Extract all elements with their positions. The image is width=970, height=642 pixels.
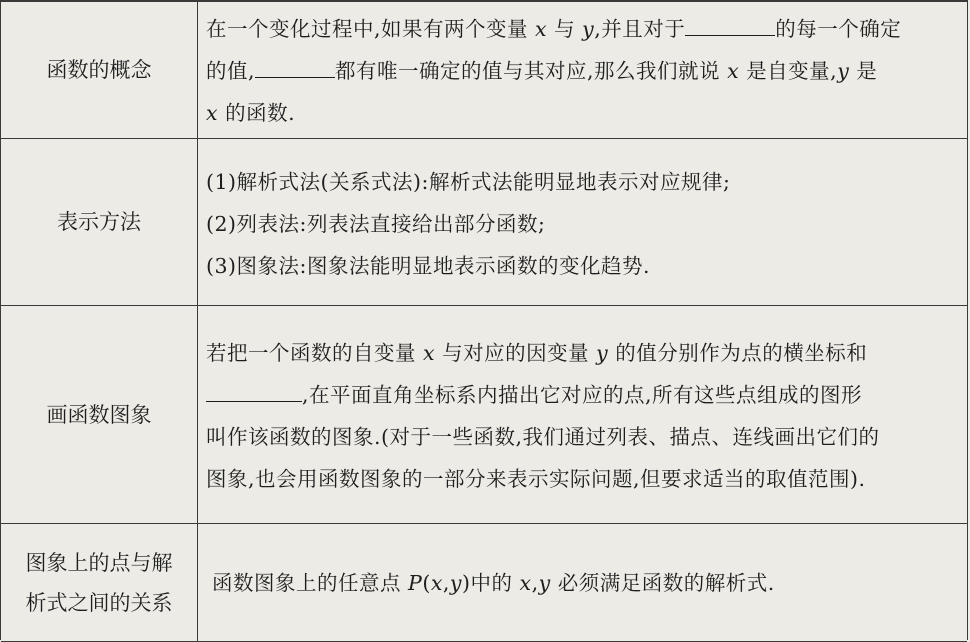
table-row-point-relation [1, 524, 967, 642]
math-variable: y [449, 570, 463, 595]
content-line [206, 416, 957, 458]
text-run: (1)解析式法(关系式法):解析式法能明显地表示对应规律; [206, 170, 731, 194]
content-line [206, 8, 957, 50]
row-label-representation: 表示方法 [1, 139, 198, 305]
math-variable: x [206, 101, 219, 125]
text-run: 的值, [206, 59, 256, 83]
text-run: , [442, 570, 450, 595]
math-variable: x [727, 59, 740, 83]
table-row-graphing [1, 306, 967, 524]
math-variable: x [430, 570, 443, 595]
text-run: 图象,也会用函数图象的一部分来表示实际问题,但要求适当的取值范围). [206, 466, 866, 491]
row-content-graphing [198, 306, 967, 523]
content-line [206, 374, 957, 416]
content-line [206, 161, 957, 203]
text-run: 的值分别作为点的横坐标和 [608, 340, 868, 365]
content-line [206, 203, 957, 245]
row-content-point-relation [198, 524, 967, 641]
text-run: 是自变量, [739, 59, 838, 83]
row-label-concept: 函数的概念 [1, 2, 198, 138]
text-run: 的每一个确定 [775, 17, 902, 41]
content-line [206, 245, 957, 287]
row-label-graphing: 画函数图象 [1, 306, 198, 523]
text-run: (2)列表法:列表法直接给出部分函数; [206, 212, 546, 236]
math-variable: y [837, 59, 850, 83]
table-row-concept [1, 2, 967, 139]
row-content-concept [198, 2, 967, 138]
math-variable: y [538, 570, 551, 595]
text-run: 是 [849, 59, 878, 83]
text-run: ( [422, 570, 431, 595]
row-label-line-2: 析式之间的关系 [25, 590, 173, 615]
text-run: 都有唯一确定的值与其对应,那么我们就说 [335, 59, 728, 83]
math-variable: y [582, 17, 595, 41]
fill-in-blank[interactable] [685, 34, 775, 36]
text-run: )中的 [462, 570, 520, 595]
text-run: 必须满足函数的解析式. [550, 570, 775, 595]
row-label-line-1: 图象上的点与解 [25, 550, 173, 575]
content-line [206, 92, 957, 134]
text-run: 若把一个函数的自变量 [206, 340, 424, 365]
content-line [206, 332, 957, 374]
text-run: (3)图象法:图象法能明显地表示函数的变化趋势. [206, 254, 650, 278]
text-run: 与对应的因变量 [435, 340, 597, 365]
content-line [206, 50, 957, 92]
math-variable: x [423, 340, 436, 365]
text-run: 与 [547, 17, 583, 41]
text-run: ,并且对于 [594, 17, 686, 41]
text-run: ,在平面直角坐标系内描出它对应的点,所有这些点组成的图形 [302, 382, 863, 407]
math-variable: y [596, 340, 609, 365]
text-run: 在一个变化过程中,如果有两个变量 [206, 17, 536, 41]
fill-in-blank[interactable] [206, 400, 302, 402]
math-variable: x [519, 570, 532, 595]
row-content-representation [198, 139, 967, 305]
math-variable: P [408, 570, 423, 595]
text-run: 的函数. [218, 101, 296, 125]
table-row-representation [1, 139, 967, 306]
math-variable: x [535, 17, 548, 41]
row-label-point-relation [1, 524, 198, 641]
content-line [212, 562, 957, 604]
text-run: , [531, 570, 539, 595]
text-run: 函数图象上的任意点 [212, 570, 409, 595]
content-line [206, 458, 957, 500]
fill-in-blank[interactable] [255, 76, 335, 78]
text-run: 叫作该函数的图象.(对于一些函数,我们通过列表、描点、连线画出它们的 [206, 424, 880, 449]
